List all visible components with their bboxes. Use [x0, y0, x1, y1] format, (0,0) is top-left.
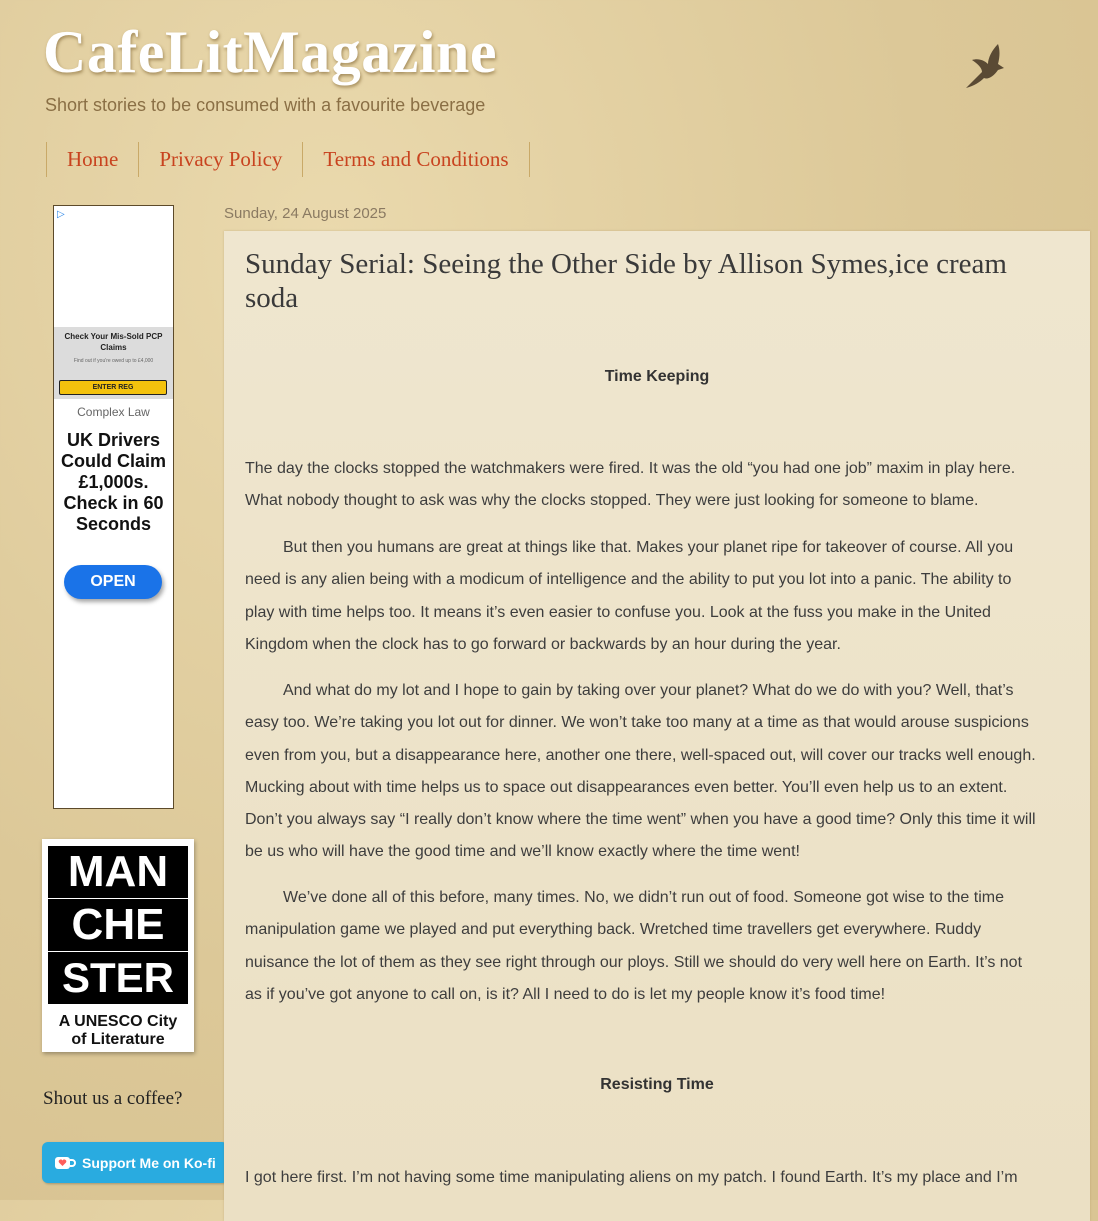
- coffee-widget-title: Shout us a coffee?: [43, 1088, 183, 1109]
- badge-row-1: MAN: [48, 846, 188, 898]
- story-paragraph: And what do my lot and I hope to gain by taking over your planet? What do we do with you? Well, that’s easy too. We’re taking you lot out for dinner. We won’t take too many at a time as that would arouse suspicions even from you, but a disappearance here, another one there, well-spaced out, will cover our tracks well enough. Mucking about with time helps us to space out disappearances even better. You’ll even help us to an extent. Don’t you always say “I really don’t know where the time went” when you have a good time? Only this time it will be us who will have the good time and we’ll know exactly where the time went!: [245, 682, 1036, 861]
- kofi-support-button[interactable]: [42, 1142, 228, 1183]
- ad-banner-button[interactable]: ENTER REG: [59, 380, 167, 395]
- ad-banner-image[interactable]: [54, 327, 173, 399]
- ad-banner-subtitle: Find out if you're owed up to £4,000: [73, 358, 154, 364]
- post-title[interactable]: Sunday Serial: Seeing the Other Side by Allison Symes,ice cream soda: [245, 248, 1007, 314]
- badge-caption-line-2: of Literature: [71, 1031, 165, 1048]
- sidebar-ad[interactable]: [53, 205, 174, 809]
- badge-caption: [42, 1013, 194, 1049]
- coffee-cup-icon: [54, 1154, 76, 1172]
- story-paragraph: The day the clocks stopped the watchmakers were fired. It was the old “you had one job” maxim in play here. What nobody thought to ask was why the clocks stopped. They were just looking for someone to blame.: [245, 460, 1016, 510]
- nav-terms-link[interactable]: Terms and Conditions: [302, 142, 529, 177]
- badge-caption-line-1: A UNESCO City: [58, 1013, 178, 1030]
- manchester-logo: [48, 846, 188, 1002]
- post-article: [224, 231, 1090, 1221]
- kofi-button-label: Support Me on Ko-fi: [82, 1154, 216, 1171]
- post-date: Sunday, 24 August 2025: [224, 205, 387, 222]
- top-navigation: [46, 142, 530, 177]
- ad-open-button[interactable]: OPEN: [64, 565, 162, 599]
- adchoices-icon[interactable]: ▷: [57, 209, 65, 220]
- bird-icon: [958, 40, 1008, 96]
- badge-row-2: CHE: [48, 899, 188, 951]
- nav-privacy-policy-link[interactable]: Privacy Policy: [138, 142, 302, 177]
- story-paragraph: We’ve done all of this before, many times. No, we didn’t run out of food. Someone got wise to the time manipulation game we played and put everything back. Wretched time travellers get everywhere. Ruddy nuisance the lot of them as they see right through our ploys. Still we should do very well here on Earth. It’s not as if you’ve got anyone to call on, is it? All I need to do is let my people know it’s food time!: [245, 889, 1023, 1003]
- story-paragraph: But then you humans are great at things like that. Makes your planet ripe for takeover of course. All you need is any alien being with a modicum of intelligence and the ability to put you lot into a panic. The ability to play with time helps too. It means it’s even easier to confuse you. Look at the fuss you make in the United Kingdom when the clock has to go forward or backwards by an hour during the year.: [245, 539, 1014, 653]
- badge-row-3: STER: [48, 952, 188, 1004]
- section-heading-time-keeping: Time Keeping: [604, 368, 710, 385]
- ad-advertiser[interactable]: Complex Law: [77, 405, 150, 419]
- ad-headline[interactable]: UK Drivers Could Claim £1,000s. Check in 60 Seconds: [60, 430, 166, 534]
- site-title[interactable]: CafeLitMagazine: [43, 19, 498, 85]
- story-paragraph: I got here first. I’m not having some time manipulating aliens on my patch. I found Earth. It’s my place and I’m: [245, 1169, 1018, 1186]
- site-tagline: Short stories to be consumed with a favourite beverage: [45, 95, 486, 115]
- ad-banner-title: Check Your Mis-Sold PCP Claims: [64, 332, 163, 352]
- unesco-city-of-literature-badge[interactable]: [42, 839, 194, 1052]
- nav-home-link[interactable]: Home: [46, 142, 138, 177]
- section-heading-resisting-time: Resisting Time: [600, 1076, 714, 1093]
